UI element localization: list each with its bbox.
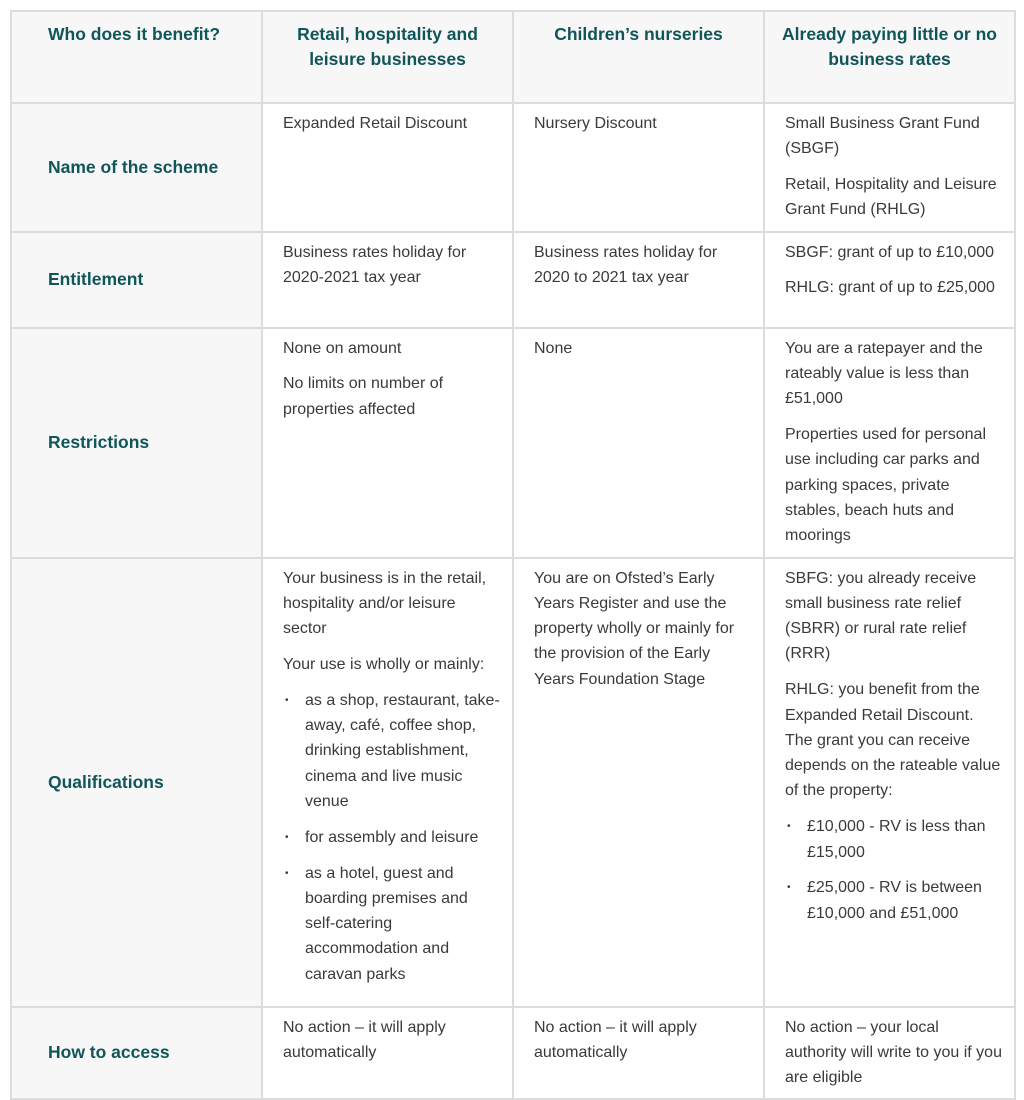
bullet-icon: • bbox=[285, 694, 289, 706]
cell-restrictions-nursery: None bbox=[513, 328, 764, 558]
cell-scheme-small bbox=[764, 103, 1015, 232]
table-row-access bbox=[11, 1007, 1015, 1100]
list-item: • £25,000 - RV is between £10,000 and £51,000 bbox=[785, 875, 1004, 926]
header-nurseries: Children’s nurseries bbox=[513, 11, 764, 103]
cell-access-retail: No action – it will apply automatically bbox=[262, 1007, 513, 1100]
bullet-icon: • bbox=[285, 831, 289, 843]
cell-paragraph: Your use is wholly or mainly: bbox=[283, 655, 485, 673]
cell-qualifications-retail bbox=[262, 558, 513, 1007]
cell-entitlement-small bbox=[764, 232, 1015, 328]
row-label-scheme: Name of the scheme bbox=[11, 103, 262, 232]
row-label-restrictions: Restrictions bbox=[11, 328, 262, 558]
cell-restrictions-retail bbox=[262, 328, 513, 558]
bullet-icon: • bbox=[787, 882, 791, 894]
table-row-restrictions bbox=[11, 328, 1015, 558]
bullet-icon: • bbox=[285, 867, 289, 879]
list-item: • £10,000 - RV is less than £15,000 bbox=[785, 814, 1004, 865]
business-rates-relief-table bbox=[10, 10, 1016, 1100]
bullet-list bbox=[785, 814, 1004, 926]
cell-access-nursery: No action – it will apply automatically bbox=[513, 1007, 764, 1100]
row-label-entitlement: Entitlement bbox=[11, 232, 262, 328]
header-low-rates: Already paying little or no business rates bbox=[764, 11, 1015, 103]
table-row-entitlement bbox=[11, 232, 1015, 328]
cell-paragraph: You are a ratepayer and the rateably value is less than £51,000 bbox=[785, 339, 983, 408]
header-who-benefits: Who does it benefit? bbox=[11, 11, 262, 103]
cell-paragraph: RHLG: you benefit from the Expanded Retail Discount. The grant you can receive depends on the rateable value of the property: bbox=[785, 681, 1001, 800]
list-item: • as a shop, restaurant, take-away, café, coffee shop, drinking establishment, cinema and live music venue bbox=[283, 688, 502, 814]
cell-scheme-retail: Expanded Retail Discount bbox=[262, 103, 513, 232]
cell-scheme-nursery: Nursery Discount bbox=[513, 103, 764, 232]
cell-paragraph: Your business is in the retail, hospitality and/or leisure sector bbox=[283, 569, 487, 638]
bullet-list bbox=[283, 688, 502, 987]
header-row bbox=[11, 11, 1015, 103]
cell-qualifications-nursery: You are on Ofsted’s Early Years Register and use the property wholly or mainly for the provision of the Early Years Foundation Stage bbox=[513, 558, 764, 1007]
cell-access-small: No action – your local authority will write to you if you are eligible bbox=[764, 1007, 1015, 1100]
cell-paragraph: No limits on number of properties affected bbox=[283, 375, 444, 418]
cell-qualifications-small bbox=[764, 558, 1015, 1007]
row-label-access: How to access bbox=[11, 1007, 262, 1100]
row-label-qualifications: Qualifications bbox=[11, 558, 262, 1007]
bullet-icon: • bbox=[787, 821, 791, 833]
cell-restrictions-small bbox=[764, 328, 1015, 558]
cell-paragraph: SBFG: you already receive small business rate relief (SBRR) or rural rate relief (RRR) bbox=[785, 569, 977, 663]
cell-paragraph: RHLG: grant of up to £25,000 bbox=[785, 279, 995, 297]
list-item: • for assembly and leisure bbox=[283, 825, 502, 850]
header-retail: Retail, hospitality and leisure businesses bbox=[262, 11, 513, 103]
cell-paragraph: Retail, Hospitality and Leisure Grant Fund (RHLG) bbox=[785, 176, 997, 219]
table-row-qualifications bbox=[11, 558, 1015, 1007]
cell-paragraph: Properties used for personal use including car parks and parking spaces, private stables, beach huts and moorings bbox=[785, 426, 986, 545]
cell-entitlement-retail: Business rates holiday for 2020-2021 tax year bbox=[262, 232, 513, 328]
cell-paragraph: None on amount bbox=[283, 339, 402, 357]
cell-entitlement-nursery: Business rates holiday for 2020 to 2021 tax year bbox=[513, 232, 764, 328]
list-item: • as a hotel, guest and boarding premises and self-catering accommodation and caravan parks bbox=[283, 861, 502, 987]
cell-paragraph: Small Business Grant Fund (SBGF) bbox=[785, 115, 980, 158]
cell-paragraph: SBGF: grant of up to £10,000 bbox=[785, 243, 995, 261]
table-row-scheme bbox=[11, 103, 1015, 232]
